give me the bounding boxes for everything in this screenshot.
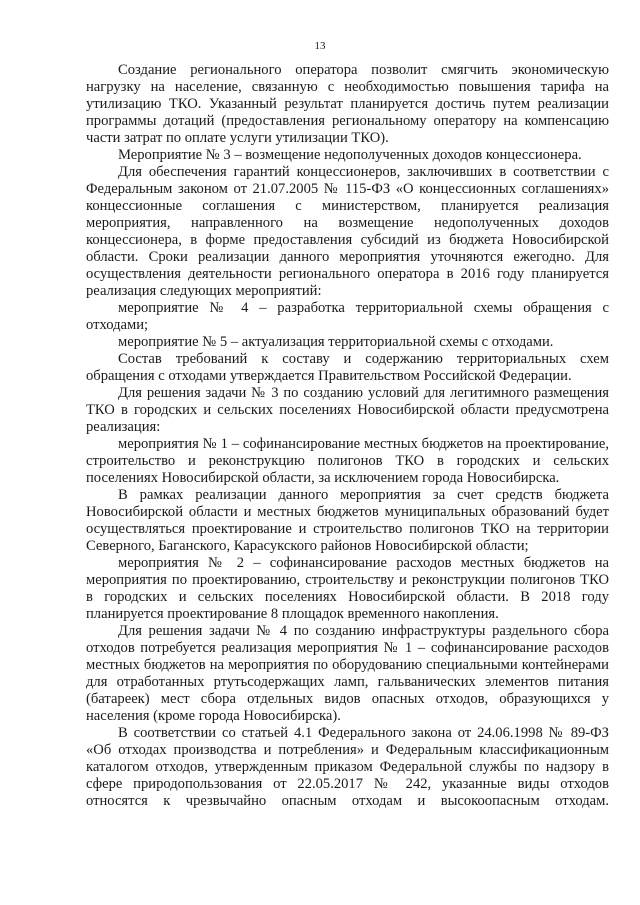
paragraph-scheme-requirements: Состав требований к составу и содержанию территориальных схем обращения с отходами утверждается Правительством Российской Федерации. <box>86 351 609 384</box>
paragraph-federal-law: В соответствии со статьей 4.1 Федерального закона от 24.06.1998 № 89-ФЗ «Об отходах производства и потребления» и Федеральным классификационным каталогом отходов, утвержденным приказом Федеральной службы по надзору в сфере природопользования от 22.05.2017 № 242, указанные виды отходов относятся к чрезвычайно опасным отходам и высокоопасным отходам. <box>86 725 609 809</box>
paragraph-landfill-construction: В рамках реализации данного мероприятия за счет средств бюджета Новосибирской области и местных бюджетов муниципальных образований будет осуществляться проектирование и строительство полигонов ТКО на территории Северного, Баганского, Карасукского районов Новосибирской области; <box>86 487 609 554</box>
paragraph-regional-operator: Создание регионального оператора позволит смягчить экономическую нагрузку на население, связанную с необходимостью повышения тарифа на утилизацию ТКО. Указанный результат планируется достичь путем реализации программы дотаций (предоставления региональному оператору на компенсацию части затрат по оплате услуги утилизации ТКО). <box>86 62 609 146</box>
paragraph-measure-3: Мероприятие № 3 – возмещение недополученных доходов концессионера. <box>118 147 582 163</box>
page-number: 13 <box>314 40 326 52</box>
paragraph-task-4: Для решения задачи № 4 по созданию инфраструктуры раздельного сбора отходов потребуется реализация мероприятия № 1 – софинансирование расходов местных бюджетов на мероприятия по оборудованию специальными контейнерами для отработанных ртутьсодержащих ламп, гальванических элементов питания (батареек) мест сбора отдельных видов опасных отходов, образующихся у населения (кроме города Новосибирска). <box>86 623 609 724</box>
paragraph-measure-5: мероприятие № 5 – актуализация территориальной схемы с отходами. <box>118 334 554 350</box>
paragraph-task-3-measure-1: мероприятия № 1 – софинансирование местных бюджетов на проектирование, строительство и реконструкцию полигонов ТКО в городских и сельских поселениях Новосибирской области, за исключением города Новосибирска. <box>86 436 609 486</box>
paragraph-concessionaire-guarantees: Для обеспечения гарантий концессионеров, заключивших в соответствии с Федеральным законом от 21.07.2005 № 115-ФЗ «О концессионных соглашениях» концессионные соглашения с министерством, планируется реализация мероприятия, направленного на возмещение недополученных доходов концессионера, в форме предоставления субсидий из бюджета Новосибирской области. Сроки реализации данного мероприятия уточняются ежегодно. Для осуществления деятельности регионального оператора в 2016 году планируется реализация следующих мероприятий: <box>86 164 609 299</box>
document-body <box>86 62 609 810</box>
paragraph-measure-4: мероприятие № 4 – разработка территориальной схемы обращения с отходами; <box>86 300 609 333</box>
paragraph-task-3-measure-2: мероприятия № 2 – софинансирование расходов местных бюджетов на мероприятия по проектированию, строительству и реконструкции полигонов ТКО в городских и сельских поселениях Новосибирской области. В 2018 году планируется проектирование 8 площадок временного накопления. <box>86 555 609 622</box>
paragraph-task-3: Для решения задачи № 3 по созданию условий для легитимного размещения ТКО в городских и сельских поселениях Новосибирской области предусмотрена реализация: <box>86 385 609 435</box>
